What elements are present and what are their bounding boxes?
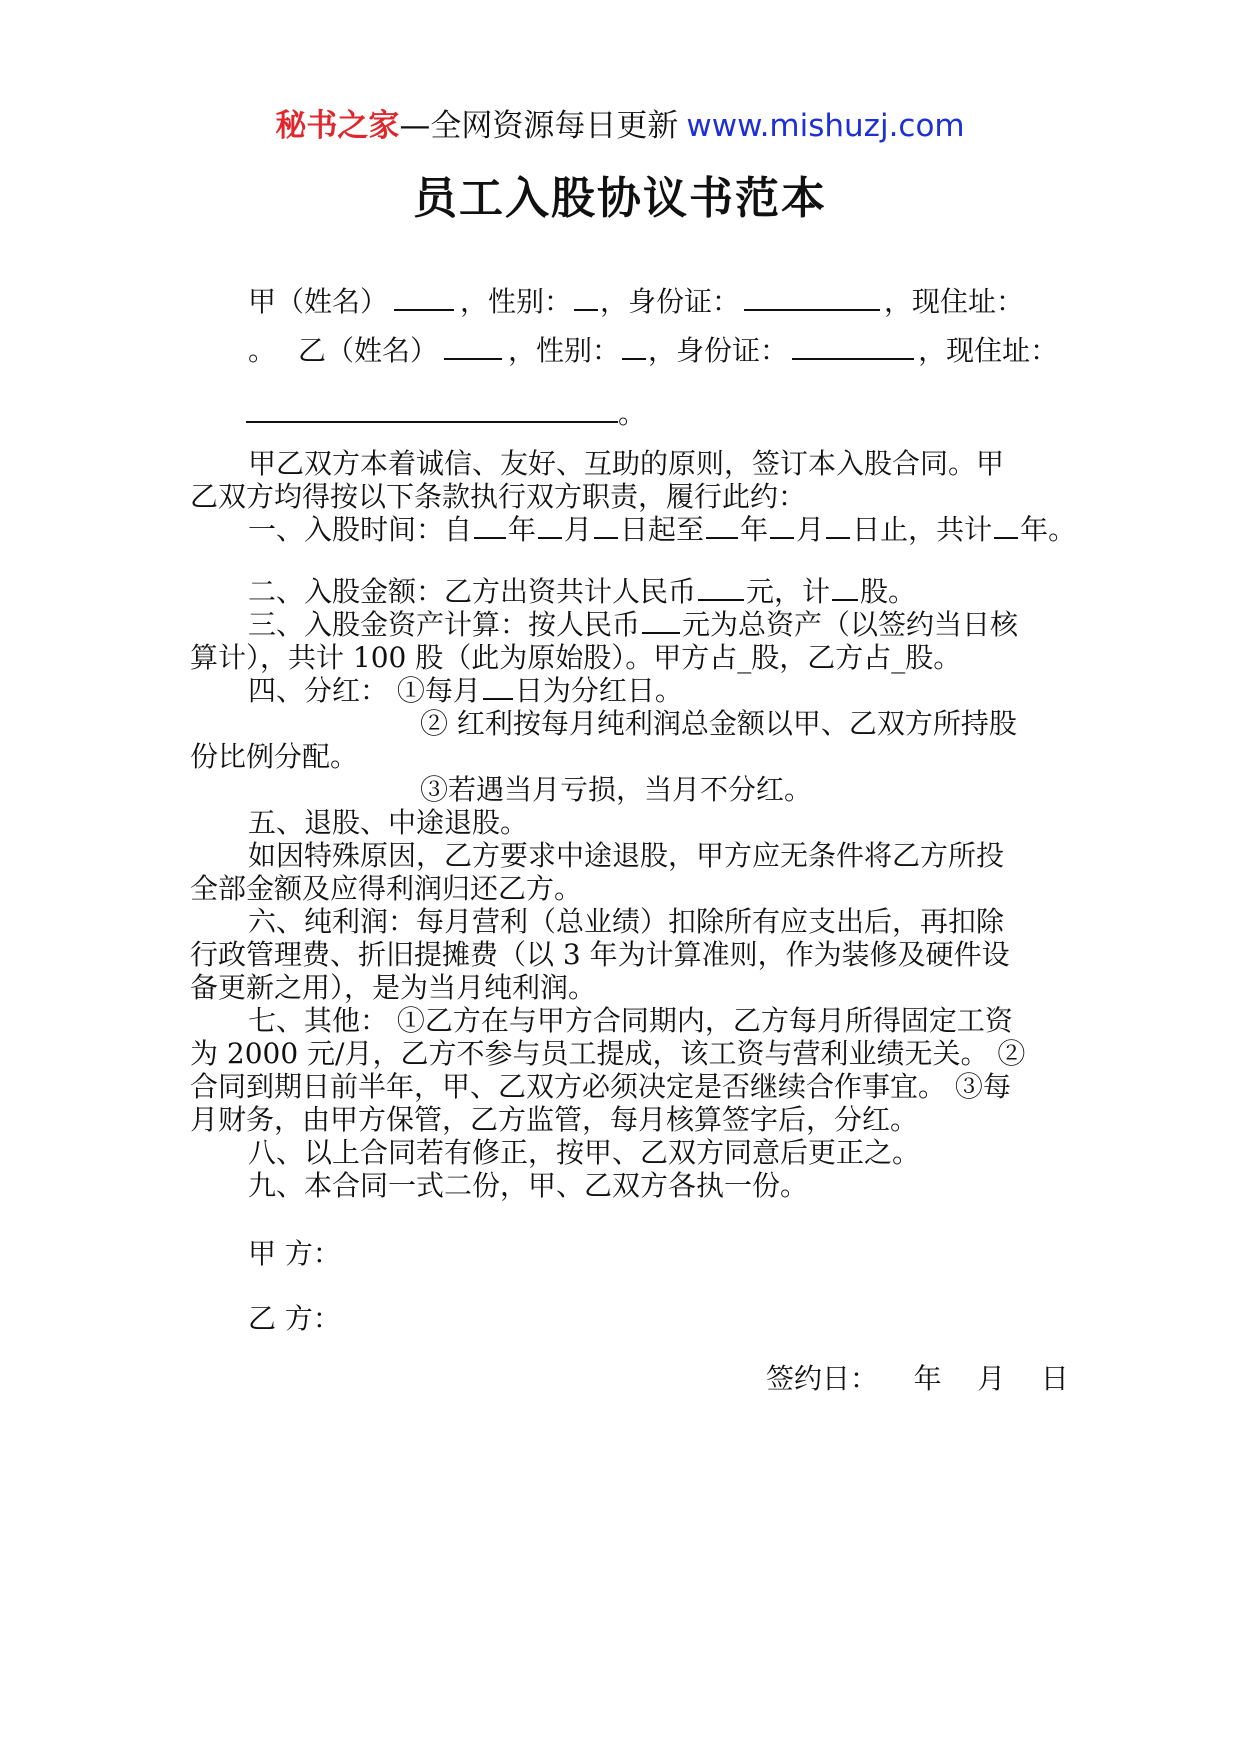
- party-b-name-blank: [444, 336, 502, 360]
- clause-9: 九、本合同一式二份，甲、乙双方各执一份。: [248, 1169, 809, 1202]
- clause-2-blank-2: [832, 577, 858, 601]
- party-a-gender-blank: [574, 287, 598, 311]
- clause-4-line-4: ③若遇当月亏损，当月不分红。: [420, 773, 813, 806]
- party-b-gender-blank: [622, 336, 646, 360]
- clause-6-line-1: 六、纯利润：每月营利（总业绩）扣除所有应支出后，再扣除: [248, 905, 1005, 938]
- clause-1-blank-7: [994, 515, 1018, 539]
- party-b-gender-label: ，性别：: [508, 334, 621, 367]
- clause-4-line-1: [248, 674, 683, 707]
- clause-1-total: 日止，共计: [852, 513, 993, 546]
- clause-5: 五、退股、中途退股。: [248, 806, 529, 839]
- clause-5-line-2: 全部金额及应得利润归还乙方。: [190, 872, 583, 905]
- party-a-gender-label: ，性别：: [460, 285, 573, 318]
- clause-1-until: 日起至: [620, 513, 705, 546]
- party-a-address-end: 。: [248, 334, 277, 367]
- clause-6-line-3: 备更新之用），是为当月纯利润。: [190, 971, 597, 1004]
- party-b-address-line: [246, 397, 646, 430]
- intro-line-2: 乙双方均得按以下条款执行双方职责，履行此约：: [190, 480, 807, 513]
- clause-1-year: 年: [508, 513, 537, 546]
- clause-1-blank-1: [474, 515, 506, 539]
- clause-1-month-2: 月: [796, 513, 825, 546]
- clause-7-line-4: 月财务，由甲方保管，乙方监管，每月核算签字后，分红。: [190, 1103, 919, 1136]
- brand-name: 秘书之家: [275, 108, 400, 144]
- clause-1-blank-3: [594, 515, 618, 539]
- clause-5-line-1: 如因特殊原因，乙方要求中途退股，甲方应无条件将乙方所投: [248, 839, 1005, 872]
- party-b-id-label: ，身份证：: [648, 334, 789, 367]
- clause-1-blank-6: [826, 515, 850, 539]
- clause-2: [248, 575, 916, 608]
- clause-8: 八、以上合同若有修正，按甲、乙双方同意后更正之。: [248, 1136, 921, 1169]
- clause-3-text-2: 元为总资产（以签约当日核: [682, 608, 1019, 641]
- party-a-id-label: ，身份证：: [600, 285, 741, 318]
- party-a-name-label: 甲（姓名）: [248, 285, 389, 318]
- clause-1-blank-2: [538, 515, 562, 539]
- clause-4-line-2: ② 红利按每月纯利润总金额以甲、乙双方所持股: [420, 707, 1017, 740]
- clause-4-text: 四、分红： ①每月: [248, 674, 481, 707]
- clause-7-line-3: 合同到期日前半年，甲、乙双方必须决定是否继续合作事宜。 ③每: [190, 1070, 1011, 1103]
- party-b-address-blank: [246, 399, 618, 423]
- party-a-line: [248, 285, 1024, 318]
- header-tagline: —全网资源每日更新: [399, 108, 679, 144]
- party-a-id-blank: [744, 287, 880, 311]
- party-a-address-label: ，现住址：: [884, 285, 1025, 318]
- clause-6-line-2: 行政管理费、折旧提摊费（以 3 年为计算准则，作为装修及硬件设: [190, 938, 1010, 971]
- clause-1-text: 一、入股时间：自: [248, 513, 473, 546]
- party-a-signature-label: 甲 方：: [248, 1237, 341, 1270]
- intro-line-1: 甲乙双方本着诚信、友好、互助的原则，签订本入股合同。甲: [248, 447, 1005, 480]
- document-title: 员工入股协议书范本: [413, 173, 827, 224]
- clause-2-yuan: 元，计: [746, 575, 831, 608]
- clause-3-line-2: 算计），共计 100 股（此为原始股）。甲方占_股，乙方占_股。: [190, 641, 962, 674]
- party-b-id-blank: [792, 336, 914, 360]
- clause-4-text-2: 日为分红日。: [514, 674, 683, 707]
- clause-3-blank: [642, 610, 680, 634]
- clause-3-text: 三、入股金资产计算：按人民币: [248, 608, 641, 641]
- clause-1-month: 月: [564, 513, 593, 546]
- clause-2-end: 股。: [860, 575, 917, 608]
- party-b-line: [248, 334, 1058, 367]
- site-header: [0, 100, 1240, 145]
- party-b-address-end: 。: [618, 397, 647, 430]
- party-b-name-label: 乙（姓名）: [298, 334, 439, 367]
- clause-3-line-1: [248, 608, 1018, 641]
- clause-7-line-2: 为 2000 元/月，乙方不参与员工提成，该工资与营利业绩无关。 ②: [190, 1037, 1026, 1070]
- signing-date: 签约日： 年 月 日: [766, 1362, 1069, 1395]
- clause-1-year-2: 年: [740, 513, 769, 546]
- site-url-link[interactable]: www.mishuzj.com: [686, 108, 965, 144]
- clause-2-blank-1: [698, 577, 744, 601]
- clause-1-end: 年。: [1020, 513, 1077, 546]
- party-b-address-label: ，现住址：: [918, 334, 1059, 367]
- clause-1: [248, 513, 1076, 546]
- party-b-signature-label: 乙 方：: [248, 1302, 341, 1335]
- clause-4-blank: [483, 676, 513, 700]
- clause-4-line-3: 份比例分配。: [190, 740, 359, 773]
- clause-2-text: 二、入股金额：乙方出资共计人民币: [248, 575, 697, 608]
- clause-1-blank-4: [706, 515, 738, 539]
- clause-1-blank-5: [770, 515, 794, 539]
- clause-7-line-1: 七、其他： ①乙方在与甲方合同期内，乙方每月所得固定工资: [248, 1004, 1013, 1037]
- party-a-name-blank: [394, 287, 454, 311]
